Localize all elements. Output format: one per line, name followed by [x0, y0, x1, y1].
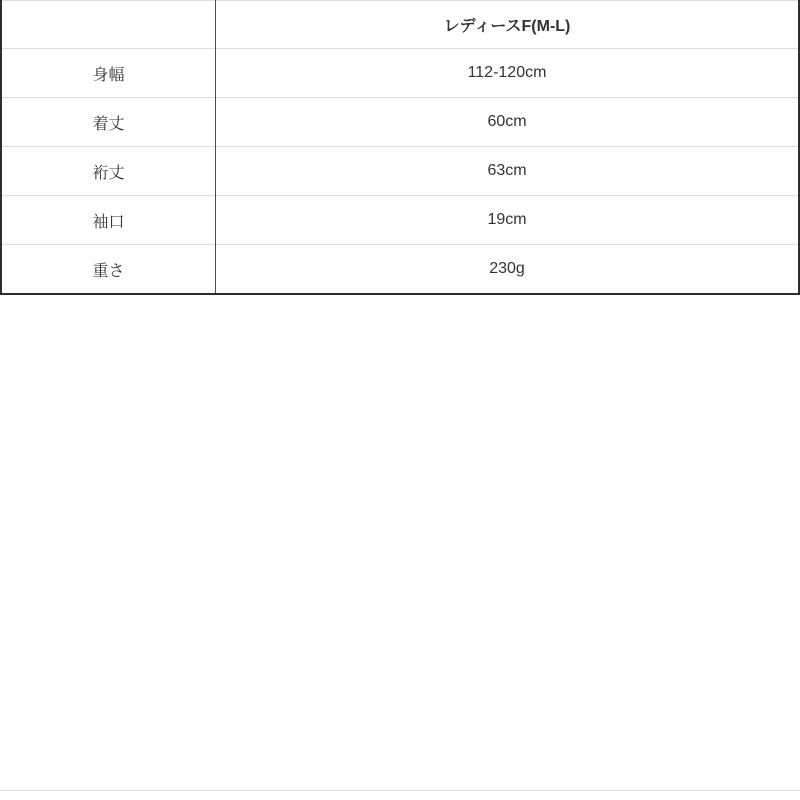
- row-label: 裄丈: [1, 147, 216, 196]
- table-row-length: [1, 98, 799, 147]
- row-value: 60cm: [216, 98, 800, 147]
- row-label: 袖口: [1, 196, 216, 245]
- row-value: 19cm: [216, 196, 800, 245]
- row-value: 112-120cm: [216, 49, 800, 98]
- table-row-body-width: [1, 49, 799, 98]
- size-chart-table: [0, 0, 800, 295]
- header-size-cell: レディースF(M-L): [443, 18, 571, 35]
- table-row-sleeve-length: [1, 147, 799, 196]
- table-header-row: [1, 1, 799, 49]
- row-value: 63cm: [216, 147, 800, 196]
- row-label: 着丈: [1, 98, 216, 147]
- header-empty-cell: [1, 1, 216, 49]
- row-label: 重さ: [1, 245, 216, 295]
- table-row-weight: [1, 245, 799, 295]
- table-row-cuff: [1, 196, 799, 245]
- row-value: 230g: [216, 245, 800, 295]
- bottom-divider-line: [0, 790, 800, 791]
- row-label: 身幅: [1, 49, 216, 98]
